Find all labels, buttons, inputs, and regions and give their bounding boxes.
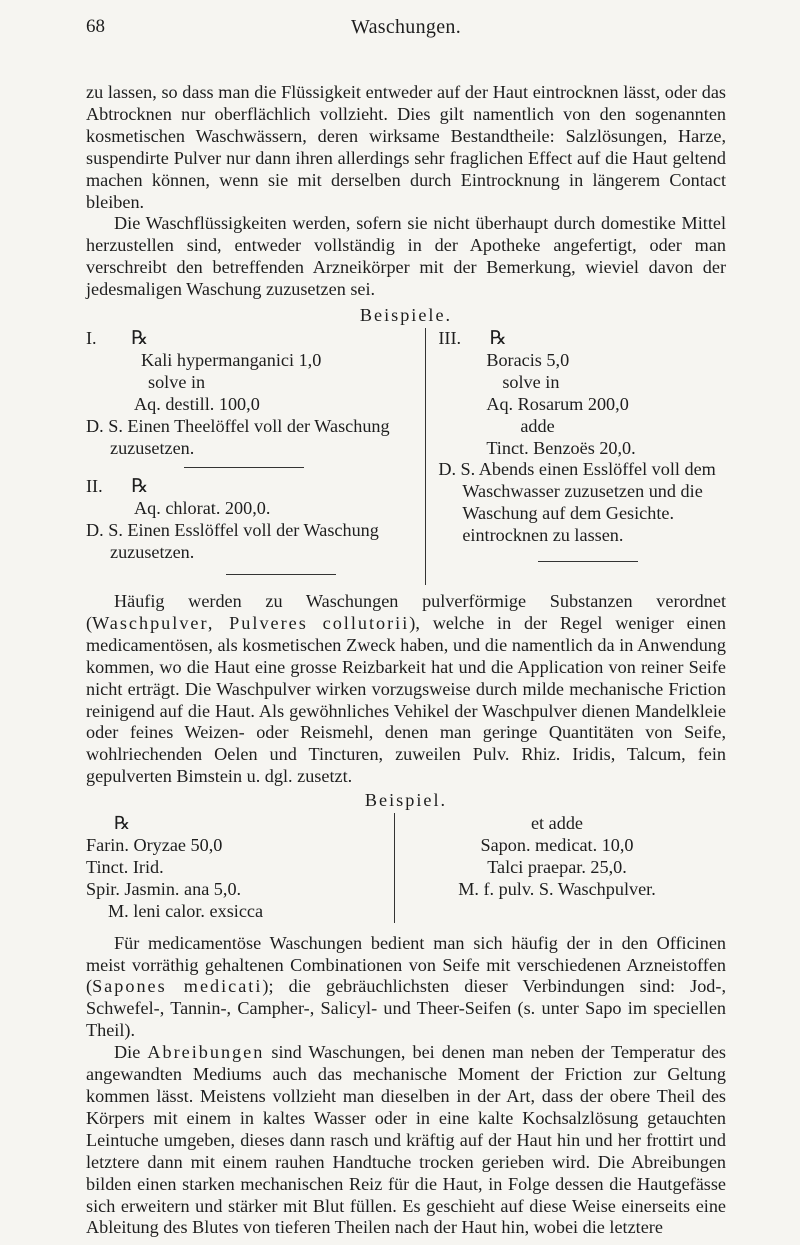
recipe-4-line: M. f. pulv. S. Waschpulver. xyxy=(458,878,656,899)
recipe-1-line: solve in xyxy=(148,371,206,392)
recipe-3-number: III. xyxy=(438,327,462,348)
recipe-3-heading xyxy=(438,328,726,350)
recipe-4-line: et adde xyxy=(530,813,583,834)
page-body xyxy=(86,82,726,1239)
paragraph-3-text: Häufig werden zu Waschungen pulverförmige Substanzen verordnet ( xyxy=(86,591,726,633)
recipe-4-line: Tinct. Irid. xyxy=(86,856,164,877)
page-header xyxy=(86,16,726,42)
examples-left-column xyxy=(86,328,426,585)
recipe-1-directions: D. S. Einen Theelöffel voll der Waschung zuzusetzen. xyxy=(86,415,390,458)
paragraph-4-text: ); die gebräuchlichsten dieser Verbindungen sind: Jod-, Schwefel-, Tannin-, Campher-, Salicyl- und Theer-Seifen (s. unter Sapo im speciellen Theil). xyxy=(86,976,726,1041)
recipe-3-line: Tinct. Benzoës 20,0. xyxy=(486,437,636,458)
examples-caption: Beispiele. xyxy=(359,305,453,326)
recipe-symbol-icon: ℞ xyxy=(114,813,131,834)
running-title: Waschungen. xyxy=(351,16,461,38)
paragraph-4-text: Für medicamentöse Waschungen bedient man sich häufig der in den Officinen meist vorräthig gehaltenen Combinationen von Seife mit verschiedenen Arzneistoffen ( xyxy=(86,932,726,997)
recipe-symbol-icon: ℞ xyxy=(489,327,507,349)
paragraph-5-text: sind Waschungen, bei denen man neben der Temperatur des angewandten Mediums auch das mechanische Moment der Friction zur Geltung kommen lässt. Meistens vollzieht man dieselben in der Art, dass der obere Theil des Körpers mit einem in kaltes Wasser oder in eine kalte Kochsalzlösung getauchten Leintuche umgeben, dieses dann rasch und kräftig auf der Haut hin und her frottirt und letztere dann mit einem rauhen Handtuche trocken gerieben wird. Die Abreibungen bilden einen starken mechanischen Reiz für die Haut, in Folge dessen die Hautgefässe sich erweitern und stärker mit Blut füllen. Es geschieht auf diese Weise einerseits eine Ableitung des Blutes von tieferen Theilen nach der Haut hin, wobei die letztere xyxy=(86,1042,727,1238)
divider xyxy=(538,561,638,562)
recipe-4-line: Spir. Jasmin. ana 5,0. xyxy=(86,878,242,899)
recipe-2-line: Aq. chlorat. 200,0. xyxy=(134,498,271,519)
recipe-3-line: Aq. Rosarum 200,0 xyxy=(486,393,629,414)
example-left-column xyxy=(86,813,395,923)
examples-columns xyxy=(86,328,726,585)
paragraph-4-term: Sapones medicati xyxy=(92,976,263,997)
paragraph-5-term: Abreibungen xyxy=(147,1042,265,1063)
recipe-4-line: Sapon. medicat. 10,0 xyxy=(480,835,634,855)
paragraph-5 xyxy=(86,1042,726,1239)
recipe-3-line: solve in xyxy=(502,371,560,392)
paragraph-3-text: ), welche in der Regel weniger einen medicamentösen, als kosmetischen Zweck haben, und die namentlich da in Anwendung kommen, wo die Haut eine grosse Reizbarkeit hat und die Application von reiner Seife nicht erträgt. Die Waschpulver wirken vorzugsweise durch milde mechanische Friction reinigend auf die Haut. Als gewöhnliches Vehikel der Waschpulver dienen Mandelkleie oder feines Weizen- oder Reismehl, denen man geringe Quantitäten von Seife, wohlriechenden Oelen und Tincturen, zuweilen Pulv. Rhiz. Iridis, Talcum, fein gepulverten Bimstein u. dgl. zusetzt. xyxy=(86,612,726,787)
recipe-3-line: Boracis 5,0 xyxy=(486,349,570,370)
example-columns xyxy=(86,813,726,923)
recipe-1-number: I. xyxy=(86,327,97,348)
recipe-3-line: adde xyxy=(520,415,555,436)
recipe-4-line: M. leni calor. exsicca xyxy=(108,900,264,921)
recipe-1-line: Kali hypermanganici 1,0 xyxy=(141,349,322,370)
examples-right-column xyxy=(426,328,726,585)
example-right-column xyxy=(395,813,707,923)
recipe-2-directions: D. S. Einen Esslöffel voll der Waschung zuzusetzen. xyxy=(86,520,379,563)
paragraph-4 xyxy=(86,933,726,1043)
paragraph-3-term: Waschpulver, Pulveres collutorii xyxy=(92,612,410,633)
divider xyxy=(226,574,336,575)
recipe-3-directions: D. S. Abends einen Esslöffel voll dem Waschwasser zuzusetzen und die Waschung auf dem Gesichte. eintrocknen zu lassen. xyxy=(438,459,716,546)
paragraph-2: Die Waschflüssigkeiten werden, sofern sie nicht überhaupt durch domestike Mittel herzustellen sind, entweder vollständig in der Apotheke angefertigt, oder man verschreibt den betreffenden Arzneikörper mit der Bemerkung, wieviel davon der jedesmaligen Waschung zuzusetzen sei. xyxy=(86,213,726,300)
recipe-symbol-icon: ℞ xyxy=(131,327,149,349)
recipe-1-line: Aq. destill. 100,0 xyxy=(134,393,260,414)
recipe-4-line: Talci praepar. 25,0. xyxy=(487,856,627,877)
recipe-2-heading xyxy=(86,476,417,498)
paragraph-3 xyxy=(86,591,726,788)
recipe-4-line: Farin. Oryzae 50,0 xyxy=(86,835,223,855)
recipe-1-heading xyxy=(86,328,417,350)
recipe-2-number: II. xyxy=(86,476,103,497)
paragraph-1: zu lassen, so dass man die Flüssigkeit entweder auf der Haut eintrocknen lässt, oder das Abtrocknen nur oberflächlich vollzieht. Dies gilt namentlich von den sogenannten kosmetischen Waschwässern, deren wirksame Bestandtheile: Salzlösungen, Harze, suspendirte Pulver nur dann ihren allerdings sehr fraglichen Effect auf die Haut geltend machen können, wenn sie mit derselben durch Eintrocknung in längerem Contact bleiben. xyxy=(86,82,726,212)
example-caption: Beispiel. xyxy=(364,790,448,811)
paragraph-5-text: Die xyxy=(114,1042,148,1063)
recipe-symbol-icon: ℞ xyxy=(131,476,149,498)
divider xyxy=(184,467,304,468)
page-number: 68 xyxy=(86,16,105,37)
